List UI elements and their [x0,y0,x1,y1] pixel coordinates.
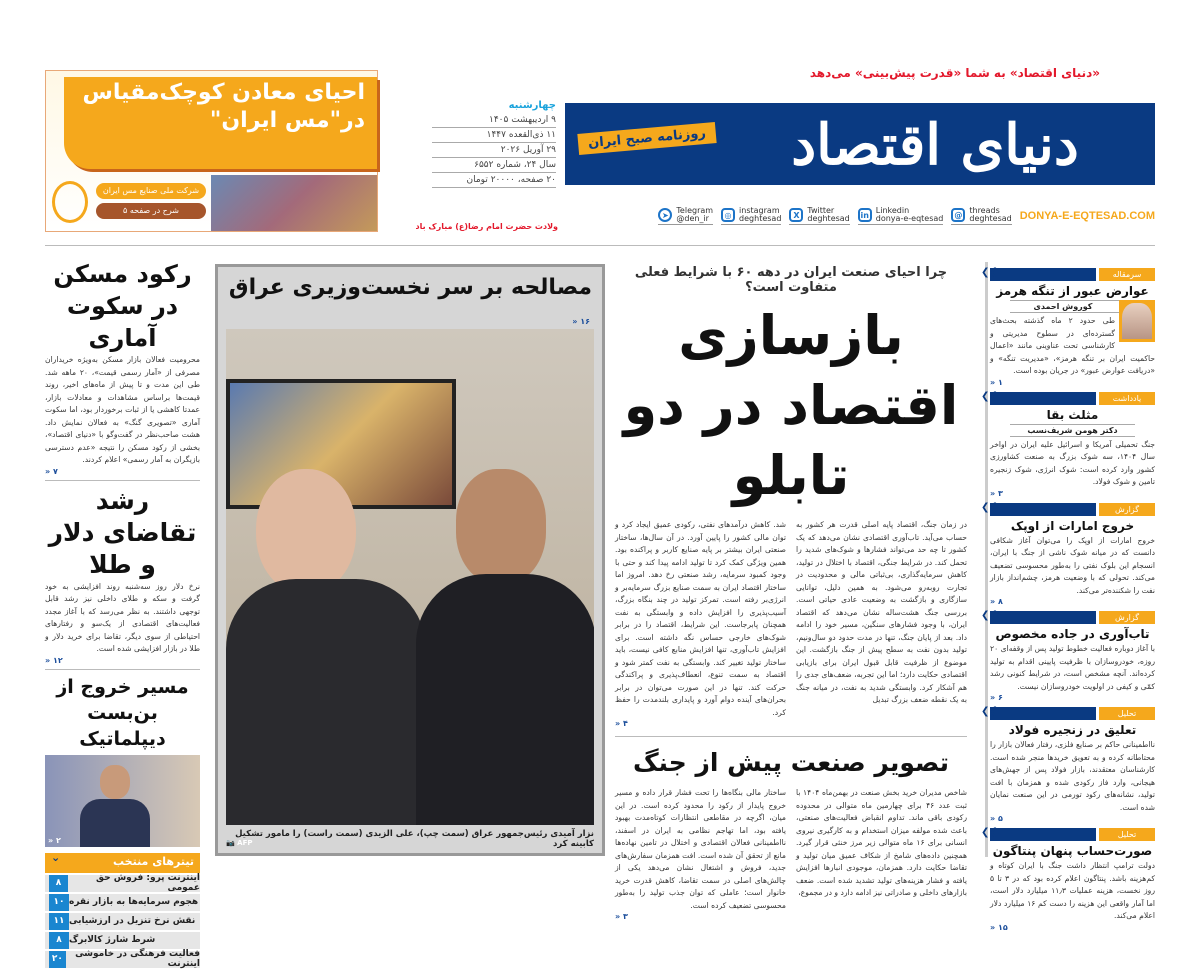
section-title[interactable]: خروج امارات از اوپک [1010,518,1135,533]
left-column [45,258,200,968]
section-title[interactable]: تاب‌آوری در جاده مخصوص [995,627,1150,641]
social-name: threads [969,206,1000,215]
divider [615,736,967,737]
page-number: ۸ [49,875,68,892]
section-title[interactable]: مثلث بقا [1046,407,1099,422]
selected-item[interactable] [45,913,200,930]
story-photo [45,755,200,847]
section-text: طی حدود ۲ ماه گذشته بحث‌های گسترده‌ای در سطوح مدیریتی و کارشناسی تحت عناوینی مانند «اعمال حاکمیت ایران بر تنگه هرمز»، «مدیریت تنگه» و «دریافت عوارض عبور» در جریان بوده است. [990,316,1155,375]
second-col: ساختار مالی بنگاه‌ها را تحت فشار قرار داده و مسیر خروج پایدار از رکود را محدود کرده است. در این میان، اگرچه در مقاطعی انتظارات کوتاه‌مدت بهبود یافته بود، اما تهاجم نظامی به ایران در اسفند، نااطمینانی فعالان اقتصادی و اختلال در تامین نهاده‌ها مانع از تحقق آن شده است. افت همزمان سفارش‌های جدید، فروش و اشتغال نشان می‌دهد یکی از چالش‌های اصلی در سمت تقاضا، کاهش قدرت خرید خانوار است؛ عاملی که توان جذب تولید را به‌طور محسوسی تضعیف کرده است. [615,788,786,910]
right-section [990,268,1155,387]
telegram-icon: ➤ [658,208,672,222]
social-threads[interactable] [951,207,1011,225]
section-tag: سرمقاله [1099,268,1155,281]
section-tag: تحلیل [1099,828,1155,841]
section-label [990,828,1155,841]
social-handle: deghtesad [807,214,850,223]
selected-item[interactable] [45,875,200,892]
chevron-icon [990,611,1096,624]
page-ref[interactable]: » ۵ [990,814,1003,823]
chevron-icon [990,392,1096,405]
social-name: instagram [739,206,780,215]
right-column [990,263,1155,932]
lead-title[interactable]: بازسازی اقتصاد در دو تابلو [623,304,959,507]
section-tag: گزارش [1099,611,1155,624]
date-row: ۲۹ آوریل ۲۰۲۶ [432,143,556,158]
page-ref[interactable]: » ۸ [990,597,1003,606]
photo-story-title[interactable]: مصالحه بر سر نخست‌وزیری عراق [228,275,592,300]
page-ref[interactable]: » ۱ [990,377,1003,387]
selected-item[interactable] [45,894,200,911]
page-number: ۱۰ [49,894,69,911]
ad-more: شرح در صفحه ۵ [96,203,206,219]
person-head [100,765,130,799]
story-title[interactable]: رشد تقاضای دلار و طلا [48,485,197,579]
page-ref[interactable]: » ۳ [615,912,628,921]
author-name: کوروش احمدی [1010,300,1135,313]
story-text: نرخ دلار روز سه‌شنبه روند افزایشی به خود گرفت و سکه و طلای داخلی نیز رشد قابل توجهی داشتند. به نظر می‌رسد که با آغاز مجدد فعالیت‌های اقتصادی از یک‌سو و رفتارهای احتیاطی از سوی دیگر، تقاضا برای خرید دلار و طلا در بازار افزایشی شده است. [45,581,200,653]
photo-caption [226,829,594,849]
page-ref[interactable]: » ۴ [615,719,628,728]
social-handle: @den_ir [676,214,709,223]
right-section [990,392,1155,498]
section-title[interactable]: تعلیق در زنجیره فولاد [1008,723,1137,737]
item-title: نقش نرخ تنزیل در ارزشیابی [69,916,196,926]
social-handle: deghtesad [739,214,782,223]
page-ref[interactable]: » ۲ [48,835,61,845]
photo-credit [226,839,253,847]
page-ref[interactable]: » ۱۵ [990,922,1008,932]
section-text: جنگ تحمیلی آمریکا و اسرائیل علیه ایران در اواخر سال ۱۴۰۴، سه شوک بزرگ به صنعت کشاورزی کشور وارد کرده است: شوک انرژی، شوک زنجیره تامین و شوک فولاد. [990,439,1155,486]
person-right-head [456,469,546,584]
item-title: هجوم سرمایه‌ها به بازار نقره [69,897,199,907]
divider [45,480,200,481]
chevron-down-icon: ⌄ [51,850,61,864]
instagram-icon: ◎ [721,208,735,222]
section-label [990,392,1155,405]
divider [45,245,1155,246]
person-right-suit [416,574,594,825]
section-text: نااطمینانی حاکم بر صنایع فلزی، رفتار فعالان بازار را محتاطانه کرده و به تعویق خریدها منجر شده است. کارشناسان معتقدند، بازار فولاد پس از جهش‌های هیجانی، وارد فاز رکودی شده و همزمان با افت تولید، نشانه‌های رکود تورمی در این صنعت نمایان شده است. [990,740,1155,812]
chevron-icon [990,828,1096,841]
section-text: دولت ترامپ انتظار داشت جنگ با ایران کوتاه و کم‌هزینه باشد. پنتاگون اعلام کرده بود که در ۳ تا ۵ روز نخست، هزینه عملیات ۱۱٫۳ میلیارد دلار است، اما آمار واقعی این هزینه را دست کم ۱۶ میلیارد دلار اعلام می‌کند. [990,861,1156,920]
section-title[interactable]: صورت‌حساب پنهان پنتاگون [992,844,1153,858]
lead-col: شد. کاهش درآمدهای نفتی، رکودی عمیق ایجاد کرد و توان مالی کشور را پایین آورد. در آن سال‌ها، ساختار صنعتی ایران بیشتر بر پایه صنایع کاربر و پراکنده بود. همین ویژگی کمک کرد تا تولید ادامه پیدا کند و حتی با وجود کمبود سرمایه، رشد صنعتی رخ دهد. امروز اما ساختار اقتصاد ایران به سمت صنایع بزرگ سرمایه‌بر و انرژی‌بر رفته است. تمرکز تولید در چند بنگاه بزرگ، آسیب‌پذیری را افزایش داده و وابستگی به نفت همچنان پابرجاست. این شرایط، اقتصاد را در برابر شوک‌های خارجی حساس نگه داشته است. برای افزایش تاب‌آوری، تنها افزایش منابع کافی نیست، باید ساختار تولید تغییر کند. وابستگی به نفت کمتر شود و اقتصاد به سمت تنوع، انعطاف‌پذیری و پراکندگی حرکت کند. تنها در این صورت می‌توان در برابر بحران‌های آینده دوام آورد و پایداری بلندمدت را حفظ کرد. [615,520,786,717]
occasion-note: ولادت حضرت امام رضا(ع) مبارک باد [415,222,558,231]
section-tag: تحلیل [1099,707,1155,720]
second-body [615,787,967,921]
company-seal-icon [52,181,88,223]
section-label [990,503,1155,516]
selected-item[interactable] [45,932,200,949]
author-photo [1119,300,1155,342]
chevron-icon [990,268,1096,281]
selected-headlines-title: تیترهای منتخب [113,854,194,868]
social-name: Linkedin [875,206,910,215]
section-label [990,268,1155,281]
person-left-head [256,469,356,594]
page-ref[interactable]: » ۳ [990,488,1003,498]
section-text: خروج امارات از اوپک را می‌توان آغاز شکافی دانست که در میانه شوک ناشی از جنگ با ایران، انسجام این بلوک نفتی را به‌طور محسوسی تضعیف می‌کند. تحولی که با وضعیت هرمز، چشم‌انداز بازار نفت را شکننده‌تر می‌کند. [990,535,1155,595]
item-title: شرط شارژ کالابرگ [69,935,156,945]
x-icon: X [789,208,803,222]
section-tag: یادداشت [1099,392,1155,405]
linkedin-icon: in [858,208,872,222]
story-title[interactable]: مسیر خروج از بن‌بست دیپلماتیک [56,675,189,750]
ad-company: شرکت ملی صنایع مس ایران [96,183,206,199]
section-label [990,611,1155,624]
newspaper-logo: دنیای اقتصاد [791,112,1079,178]
credit-text: AFP [237,839,253,847]
lead-col: در زمان جنگ، اقتصاد پایه اصلی قدرت هر کشور به حساب می‌آید. تاب‌آوری اقتصادی نشان می‌دهد که یک کشور تا چه حد می‌تواند فشارها و شوک‌های شدید را تحمل کند. در شرایط جنگی، اقتصاد با اختلال در تولید، کاهش سرمایه‌گذاری، بی‌ثباتی مالی و محدودیت در تجارت روبه‌رو می‌شود. به همین دلیل، توانایی سازگاری و بازگشت به وضعیت عادی حیاتی است. بررسی جنگ هشت‌ساله نشان می‌دهد که اقتصاد ایران، با وجود فشارهای سنگین، مسیر خود را ادامه داد. بعد از پایان جنگ، تنها در مدت حدود دو سال‌ونیم، تولید بدون نفت به سطح پیش از جنگ بازگشت. این موضوع از ظرفیت قابل قبول ایران برای بازیابی اقتصادی حکایت دارد؛ اما این تجربه، ضعف‌های جدی را هم آشکار کرد. وابستگی شدید به نفت، در میانه جنگ به یک نقطه ضعف بزرگ تبدیل [796,520,967,704]
mine-image [211,175,377,231]
social-linkedin[interactable] [858,207,944,225]
author-name: دکتر هومن شریف‌نسب [1010,424,1135,437]
second-title[interactable]: تصویر صنعت پیش از جنگ [632,748,950,777]
date-row: ۱۱ ذی‌القعده ۱۴۴۷ [432,128,556,143]
social-telegram[interactable] [658,207,713,225]
selected-item[interactable] [45,951,200,968]
social-instagram[interactable] [721,207,781,225]
ad-title: احیای معادن کوچک‌مقیاس در"مس ایران" [64,77,377,169]
advertisement[interactable] [45,70,378,232]
photo-story [215,264,605,856]
story-text: محرومیت فعالان بازار مسکن به‌ویژه خریداران مصرفی از «آمار رسمی قیمت»، ۲۰ ماهه شد. طی این مدت و تا پیش از ماه‌های اخیر، روند قیمت‌ها براساس مشاهدات و معادلات بازار، عمدتا کاهشی یا از ثبات برخوردار بود، اما سکوت آماری «تصویری گنگ» به فعالان نمایش داد. هشت صاحب‌نظر در گفت‌وگو با «دنیای اقتصاد»، بخشی از رکود مسکن را نتیجه «عدم دسترسی بازیگران به آمار رسمی» اعلام کردند. [45,355,200,464]
page-ref[interactable]: » ۶ [990,693,1003,702]
subtitle-badge: روزنامه صبح ایران [577,122,716,155]
date-row: سال ۲۴، شماره ۶۵۵۲ [432,158,556,173]
weekday: چهارشنبه [508,100,556,111]
camera-icon: 📷 [226,839,235,847]
tagline: «دنیای اقتصاد» به شما «قدرت پیش‌بینی» می‌دهد [809,66,1100,80]
page-ref[interactable]: » ۱۲ [45,655,63,665]
section-title[interactable]: عوارض عبور از تنگه هرمز [996,284,1149,298]
section-tag: گزارش [1099,503,1155,516]
person-suit [80,799,150,847]
threads-icon: @ [951,208,965,222]
story-title[interactable]: رکود مسکن در سکوت آماری [53,260,192,352]
right-section [990,828,1155,932]
column-divider [985,262,988,857]
caption-text: نزار آمیدی رئیس‌جمهور عراق (سمت چپ)، علی الزیدی (سمت راست) را مامور تشکیل کابینه کرد [235,829,594,849]
person-left-suit [226,579,426,825]
chevron-icon [990,503,1096,516]
date-row: ۲۰ صفحه، ۲۰۰۰۰ تومان [432,173,556,188]
section-text: با آغاز دوباره فعالیت خطوط تولید پس از وقفه‌ای ۲۰ روزه، خودروسازان با ظرفیت پایینی اقدام به تولید کرده‌اند. آنچه مشخص است، در شرایط کنونی رشد کمّی و کیفی در اولویت خودروسازان نیست. [990,644,1155,691]
selected-headlines-header [45,850,200,873]
page-number: ۸ [49,932,69,949]
page-number: ۱۱ [49,913,69,930]
second-col: شاخص مدیران خرید بخش صنعت در بهمن‌ماه ۱۴۰۴ با ثبت عدد ۴۶ برای چهارمین ماه متوالی در محدوده رکودی باقی ماند. تداوم انقباض فعالیت‌های صنعتی، باعث شده مولفه میزان استخدام و به کارگیری نیروی انسانی برای ۱۶ ماه متوالی زیر مرز خنثی قرار گیرد. همچنین داده‌های شامخ از شکاف عمیق میان تولید و تقاضا حکایت دارد. همزمان، موجودی انبارها افزایش یافته و فشار هزینه‌های تولید تشدید شده است. ضعف بازارهای داخلی و صادراتی نیز ادامه دارد و در مجموع، [796,788,967,897]
right-section [990,611,1155,702]
social-handle: donya-e-eqtesad [875,214,944,223]
website-link[interactable]: DONYA-E-EQTESAD.COM [1019,210,1155,222]
date-row: ۹ اردیبهشت ۱۴۰۵ [432,113,556,128]
right-section [990,707,1155,823]
page-ref[interactable]: » ۱۶ [572,317,590,326]
right-section [990,503,1155,607]
social-name: Twitter [807,206,835,215]
divider [45,669,200,670]
social-name: Telegram [676,206,714,215]
date-box [432,100,556,188]
social-handle: deghtesad [969,214,1012,223]
page-ref[interactable]: » ۷ [45,466,58,476]
section-label [990,707,1155,720]
news-photo [226,329,594,825]
item-title: اینترنت پرو: فروش حق عمومی [96,873,200,893]
author-face [1122,303,1152,339]
chevron-icon [990,707,1096,720]
social-bar [560,205,1155,227]
lead-body [615,519,967,728]
lead-story [615,265,967,921]
page-number: ۲۰ [49,951,66,968]
item-title: فعالیت فرهنگی در خاموشی اینترنت [75,949,200,969]
lead-kicker: چرا احیای صنعت ایران در دهه ۶۰ با شرایط فعلی متفاوت است؟ [634,265,948,295]
social-twitter[interactable] [789,207,849,225]
